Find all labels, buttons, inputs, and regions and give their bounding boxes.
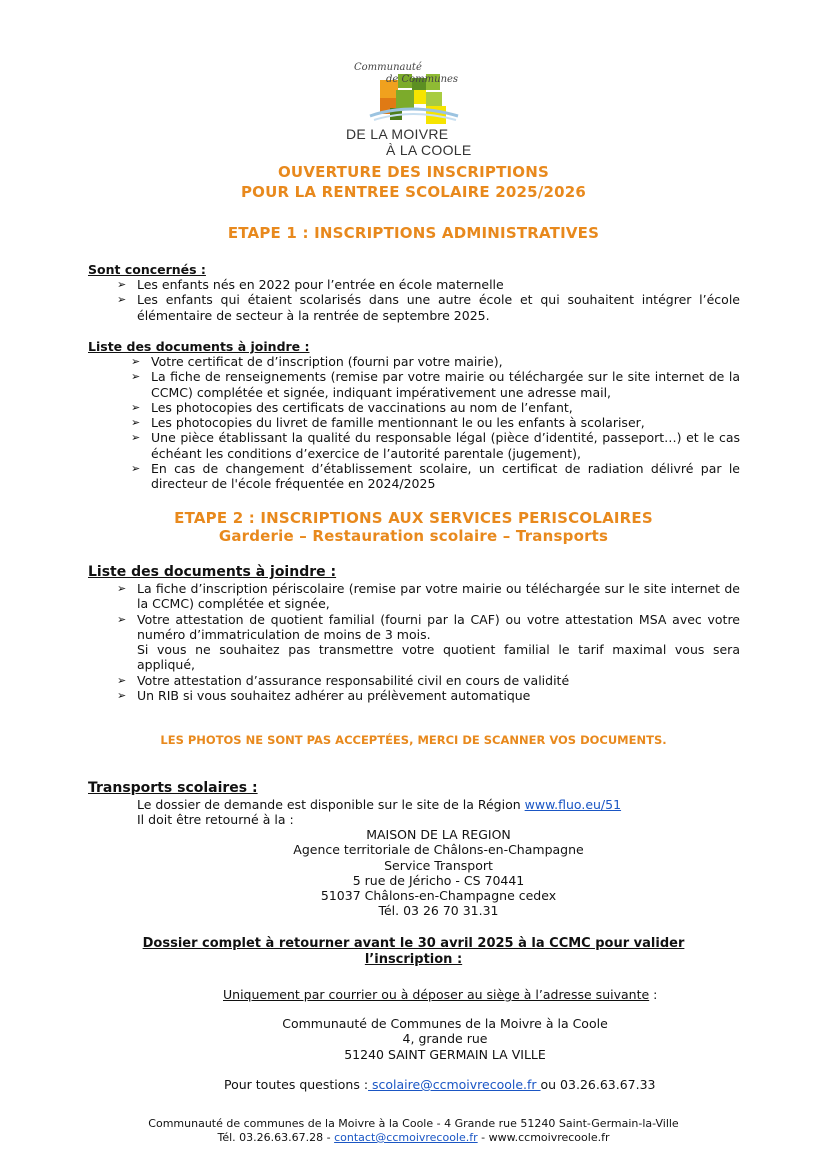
arrow-bullet-icon: ➢	[117, 673, 127, 687]
arrow-bullet-icon: ➢	[117, 293, 127, 307]
arrow-bullet-icon: ➢	[131, 462, 141, 476]
list-item	[131, 354, 740, 369]
list-item-text: Votre attestation d’assurance responsabilité civil en cours de validité	[137, 672, 570, 688]
deadline-line2: l’inscription :	[364, 952, 463, 967]
arrow-bullet-icon: ➢	[117, 612, 127, 626]
arrow-bullet-icon: ➢	[131, 400, 141, 414]
title-line2: POUR LA RENTREE SCOLAIRE 2025/2026	[240, 183, 587, 201]
list-item	[117, 672, 740, 688]
list-item	[131, 430, 740, 461]
logo-script-line2: de Communes	[386, 74, 459, 85]
documents-label-2: Liste des documents à joindre :	[88, 564, 337, 580]
fluo-link[interactable]: www.fluo.eu/51	[524, 797, 622, 812]
contact-email-link[interactable]: contact@ccmoivrecoole.fr	[334, 1131, 478, 1144]
footer-line2	[0, 1131, 827, 1145]
address-line: Tél. 03 26 70 31.31	[378, 903, 499, 919]
list-item	[131, 399, 740, 415]
address-line: 51037 Châlons-en-Champagne cedex	[320, 888, 557, 904]
list-item	[117, 581, 740, 612]
arrow-bullet-icon: ➢	[131, 370, 141, 384]
etape2-heading: ETAPE 2 : INSCRIPTIONS AUX SERVICES PERISCOLAIRES	[174, 509, 653, 527]
address-line: Service Transport	[384, 857, 493, 873]
footer-phone: Tél. 03.26.63.67.28 -	[217, 1131, 335, 1144]
list-item-text: Les enfants qui étaient scolarisés dans une autre école et qui souhaitent intégrer l’école élémentaire de secteur à la rentrée de septembre 2025.	[137, 292, 740, 323]
etape1-heading: ETAPE 1 : INSCRIPTIONS ADMINISTRATIVES	[227, 224, 600, 242]
arrow-bullet-icon: ➢	[117, 689, 127, 703]
list-item-text: Une pièce établissant la qualité du responsable légal (pièce d’identité, passeport…) et le cas échéant les conditions d’exercice de l’autorité parentale (jugement),	[151, 430, 740, 461]
list-item	[117, 688, 740, 704]
footer	[0, 1117, 827, 1145]
concernes-list	[117, 277, 740, 323]
list-item-text: Votre attestation de quotient familial (fourni par la CAF) ou votre attestation MSA avec votre numéro d’immatriculation de moins de 3 mois.	[137, 611, 740, 642]
scan-warning: LES PHOTOS NE SONT PAS ACCEPTÉES, MERCI DE SCANNER VOS DOCUMENTS.	[160, 733, 667, 747]
transports-line1-text: Le dossier de demande est disponible sur le site de la Région	[137, 797, 525, 812]
list-item-text: Les photocopies des certificats de vaccinations au nom de l’enfant,	[151, 399, 573, 415]
delivery-suffix: :	[649, 987, 658, 1002]
arrow-bullet-icon: ➢	[117, 278, 127, 291]
documents-list-1	[131, 354, 740, 492]
address-line: 51240 SAINT GERMAIN LA VILLE	[344, 1046, 546, 1062]
address-line: 4, grande rue	[402, 1031, 488, 1047]
transports-line2: Il doit être retourné à la :	[137, 812, 294, 827]
delivery-instruction	[223, 987, 657, 1002]
list-item	[131, 461, 740, 492]
arrow-bullet-icon: ➢	[131, 431, 141, 445]
transports-label: Transports scolaires :	[88, 780, 258, 796]
logo-line1: DE LA MOIVRE	[346, 126, 449, 142]
deadline-notice	[0, 936, 827, 968]
list-item	[131, 415, 740, 431]
list-item-text: La fiche d’inscription périscolaire (remise par votre mairie ou téléchargée sur le site internet de la CCMC) complétée et signée,	[137, 581, 740, 612]
list-item-text: Un RIB si vous souhaitez adhérer au prélèvement automatique	[137, 688, 531, 704]
arrow-bullet-icon: ➢	[131, 355, 141, 368]
transports-line1	[137, 797, 621, 812]
logo-line2: À LA COOLE	[386, 142, 472, 158]
address-line: Agence territoriale de Châlons-en-Champagne	[293, 842, 584, 858]
quotient-note: Si vous ne souhaitez pas transmettre votre quotient familial le tarif maximal vous sera appliqué,	[137, 642, 740, 673]
footer-line1: Communauté de communes de la Moivre à la Coole - 4 Grande rue 51240 Saint-Germain-la-Ville	[148, 1117, 679, 1130]
list-item-text: Les enfants nés en 2022 pour l’entrée en école maternelle	[137, 277, 504, 292]
list-item-text: Votre certificat de d’inscription (fourni par votre mairie),	[151, 354, 503, 369]
logo	[340, 58, 500, 160]
list-item	[117, 277, 740, 292]
arrow-bullet-icon: ➢	[117, 582, 127, 595]
arrow-bullet-icon: ➢	[131, 416, 141, 430]
questions-line	[224, 1077, 655, 1092]
address-line: MAISON DE LA REGION	[366, 827, 511, 842]
list-item	[131, 369, 740, 400]
list-item	[117, 611, 740, 673]
documents-label-1: Liste des documents à joindre :	[88, 339, 310, 354]
delivery-underlined: Uniquement par courrier ou à déposer au siège à l’adresse suivante	[223, 987, 650, 1002]
deadline-line1: Dossier complet à retourner avant le 30 avril 2025 à la CCMC pour valider	[142, 936, 685, 951]
scolaire-email-link[interactable]: scolaire@ccmoivrecoole.fr	[368, 1077, 541, 1092]
logo-script-line1: Communauté	[354, 62, 422, 73]
list-item-text: La fiche de renseignements (remise par votre mairie ou téléchargée sur le site internet de la CCMC) complétée et signée, indiquant impérativement une adresse mail,	[151, 369, 740, 400]
list-item-text: En cas de changement d’établissement scolaire, un certificat de radiation délivré par le directeur de l'école fréquentée en 2024/2025	[151, 461, 740, 492]
address-line: 5 rue de Jéricho - CS 70441	[352, 872, 525, 888]
list-item-text: Les photocopies du livret de famille mentionnant le ou les enfants à scolariser,	[151, 415, 645, 431]
questions-prefix: Pour toutes questions :	[224, 1077, 369, 1092]
region-address	[0, 827, 827, 919]
address-line: Communauté de Communes de la Moivre à la Coole	[282, 1016, 608, 1031]
ccmc-address	[0, 1016, 827, 1062]
list-item	[117, 292, 740, 323]
footer-website: - www.ccmoivrecoole.fr	[477, 1131, 610, 1144]
etape2-subheading: Garderie – Restauration scolaire – Transports	[218, 527, 609, 545]
concernes-label: Sont concernés :	[88, 262, 206, 277]
documents-list-2	[117, 581, 740, 704]
title-line1: OUVERTURE DES INSCRIPTIONS	[277, 163, 549, 181]
questions-phone: ou 03.26.63.67.33	[540, 1077, 656, 1092]
